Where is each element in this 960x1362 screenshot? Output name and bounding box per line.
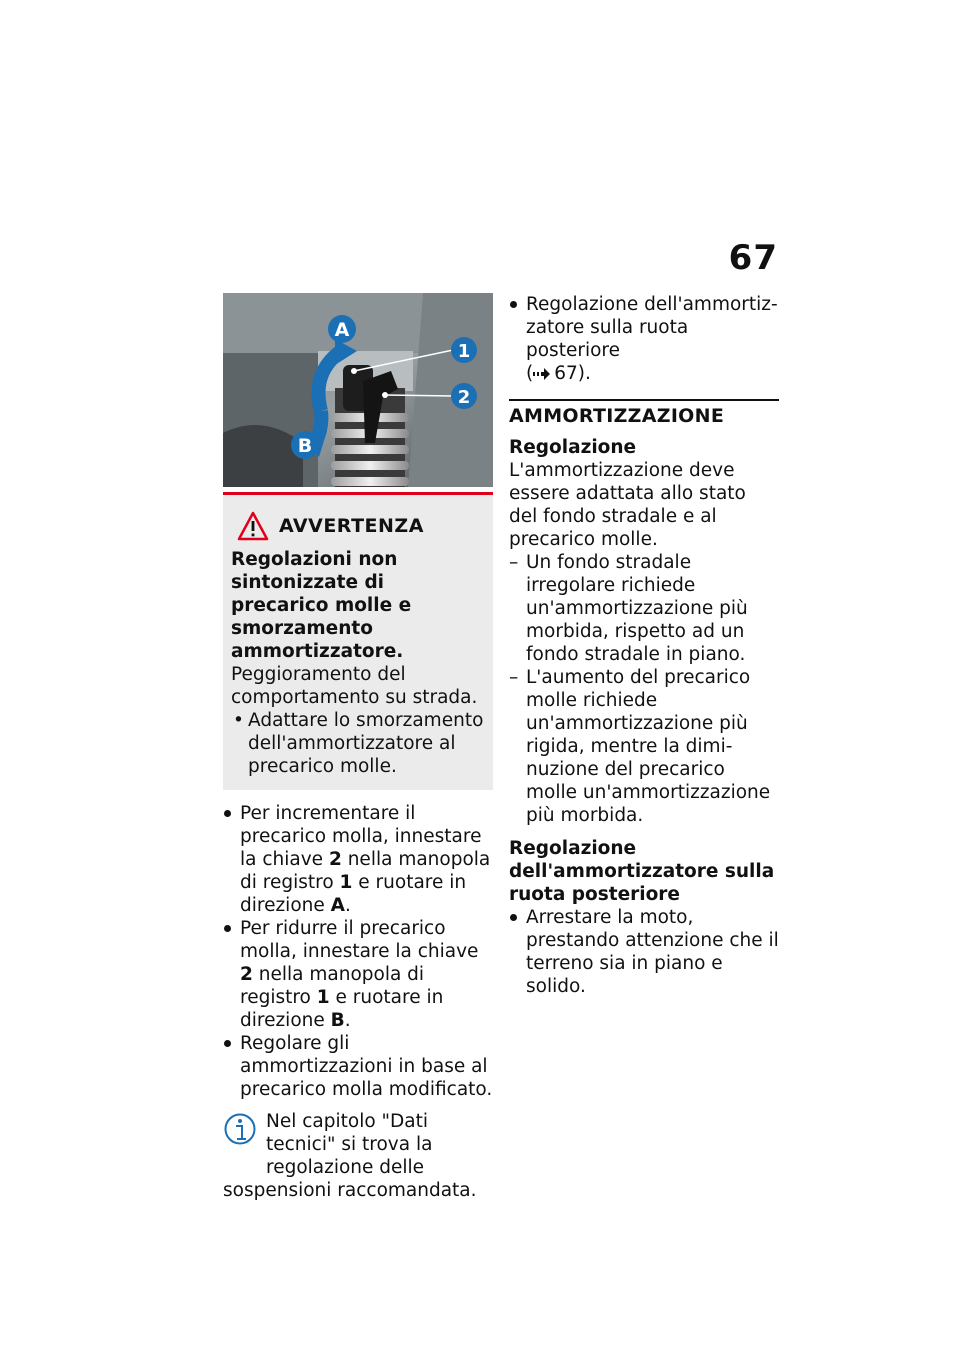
steps-list bbox=[223, 802, 493, 1101]
page-reference[interactable]: 67). bbox=[554, 363, 591, 384]
warning-title: AVVERTENZA bbox=[279, 514, 424, 537]
left-column bbox=[223, 293, 493, 1202]
info-icon bbox=[223, 1112, 257, 1158]
arrow-ref-icon bbox=[533, 368, 550, 380]
callout-2: 2 bbox=[457, 387, 471, 408]
subheading-regolazione: Regolazione bbox=[509, 437, 637, 458]
list-item: – Un fondo stradale irregolare richiede un'ammortizzazione più morbida, rispetto ad un fondo stradale in piano. bbox=[509, 551, 779, 666]
warning-header bbox=[231, 511, 485, 541]
callout-B: B bbox=[297, 435, 313, 457]
section-title: AMMORTIZZAZIONE bbox=[509, 399, 779, 428]
list-item: Per incrementare il precarico molla, innestare la chiave 2 nella manopola di registro 1 e ruotare in direzione A. bbox=[223, 802, 493, 917]
list-item: Regolazione dell'ammortizzatore sulla ruota posteriore ( 67). bbox=[509, 293, 779, 385]
warning-triangle-icon bbox=[237, 511, 269, 541]
warning-text: Peggioramento del comportamento su strada. bbox=[231, 664, 478, 708]
list-item: Per ridurre il precarico molla, innestare la chiave 2 nella manopola di registro 1 e ruotare in direzione B. bbox=[223, 917, 493, 1032]
info-note bbox=[223, 1110, 493, 1202]
list-item: Regolare gli ammortizzazioni in base al precarico molla modificato. bbox=[223, 1032, 493, 1101]
callout-1: 1 bbox=[457, 341, 471, 362]
list-item: Arrestare la moto, prestando attenzione che il terreno sia in piano e solido. bbox=[509, 906, 779, 998]
paragraph: L'ammortizzazione deve essere adattata allo stato del fondo stradale e al precarico molle. bbox=[509, 460, 746, 550]
subheading-rear-shock: Regolazione dell'ammortizzatore sulla ruota posteriore bbox=[509, 838, 775, 905]
note-text: Nel capitolo "Dati tecnici" si trova la regolazione delle sospensioni raccomandata. bbox=[223, 1111, 477, 1201]
right-column bbox=[509, 293, 779, 998]
warning-bold-text: Regolazioni non sintonizzate di precarico molle e smorzamento ammortizzatore. bbox=[231, 549, 412, 662]
list-item: – L'aumento del precarico molle richiede un'ammortizzazione più rigida, mentre la diminuzione del precarico molle un'ammortizzazione più morbida. bbox=[509, 666, 779, 827]
dash-list bbox=[509, 551, 779, 827]
page-number: 67 bbox=[728, 238, 778, 278]
callout-A: A bbox=[334, 319, 350, 341]
warning-bullet: • Adattare lo smorzamento dell'ammortizzatore al precarico molle. bbox=[231, 709, 485, 778]
warning-box bbox=[223, 492, 493, 790]
shock-absorber-photo bbox=[223, 293, 493, 487]
